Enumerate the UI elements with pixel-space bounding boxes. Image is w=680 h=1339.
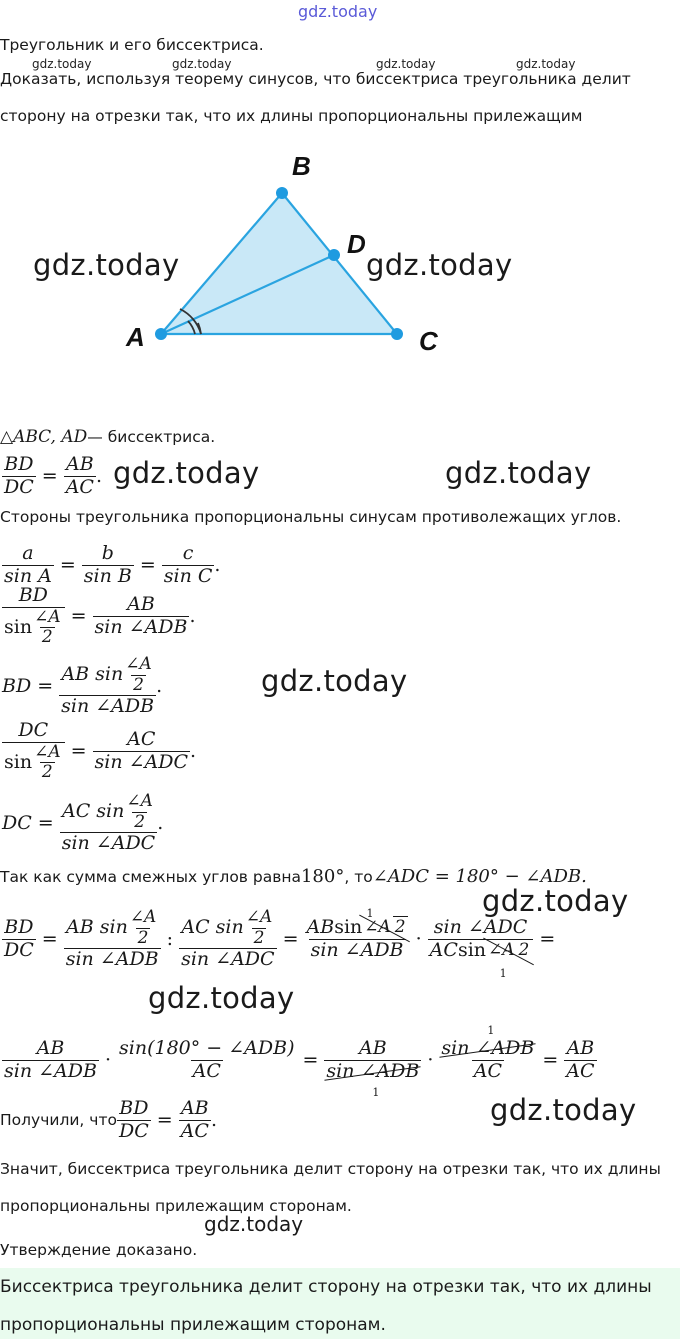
eq3-num-left: DC <box>18 719 49 741</box>
big-two-2: 2 <box>253 927 265 948</box>
big-ac-sin: AC sin <box>181 916 244 939</box>
got-lhs-num: BD <box>119 1097 149 1119</box>
big-equation-1: $\frac{BD}{DC}$ = AB sin $\frac{\angle A}{2}$ sin ∠ADB : AC sin $\frac{\angle A}{2}$ sin ∠ADC = AB sin ∠A 2 sin ∠ADB 1 · sin ∠ADC AC sin ∠A 2 1 = <box>4 907 556 980</box>
equation-4: DC = AC sin $\frac{\angle A}{2}$ sin ∠ADC . <box>2 791 164 855</box>
got-rhs-num: AB <box>180 1097 209 1119</box>
eq4-angle: ∠A <box>126 791 153 811</box>
eq1-num-right: AB <box>127 593 155 616</box>
big-two-3: 2 <box>394 917 406 938</box>
big-sin-adc-2: sin ∠ADC <box>433 916 528 939</box>
eq4-num: AC sin <box>62 800 125 823</box>
point-b <box>276 187 288 199</box>
watermark-big: gdz.today <box>445 456 592 490</box>
watermark-big: gdz.today <box>261 664 408 698</box>
eq3-den-right: sin ∠ADC <box>94 750 189 773</box>
cancel-one-4: 1 <box>487 1024 495 1037</box>
given-line <box>0 427 215 447</box>
label-a: A <box>126 322 145 352</box>
watermark-big: gdz.today <box>148 981 295 1015</box>
watermark-small: gdz.today <box>32 57 92 71</box>
big-two-4: 2 <box>518 940 530 961</box>
law-c: c <box>182 542 194 564</box>
label-d: D <box>347 229 366 259</box>
big2-sin180: sin(180° − ∠ADB) <box>119 1037 295 1059</box>
big-angle-2: ∠A <box>245 907 273 927</box>
law-sin-a: sin A <box>4 564 52 587</box>
eq1-sin: sin <box>4 615 33 638</box>
watermark-small: gdz.today <box>516 57 576 71</box>
big2-ab-2: AB <box>359 1037 387 1059</box>
watermark-big: gdz.today <box>482 884 629 918</box>
watermark-big: gdz.today <box>33 248 180 282</box>
heading: Треугольник и его биссектриса. <box>0 36 264 54</box>
got-line: Получили, что $\frac{BD}{DC}$ = $\frac{AB}{AC}$ . <box>0 1097 217 1142</box>
watermark-small: gdz.today <box>376 57 436 71</box>
eq1-angle: ∠A <box>34 606 61 627</box>
point-d <box>328 249 340 261</box>
given-dash-text: — биссектриса. <box>87 428 216 446</box>
sum-text-1: Так как сумма смежных углов равна <box>0 868 301 886</box>
claim-equation: $\frac{BD}{DC}$ = $\frac{AB}{AC}$ . <box>4 453 103 498</box>
big-ab: AB <box>306 916 335 939</box>
eq2-den: sin ∠ADB <box>61 695 155 718</box>
equation-3: DC sin $\frac{\angle A}{2}$ = $\frac{AC}{\text{sin ∠ADC}}$ . <box>4 719 197 783</box>
big2-sin-adb: sin ∠ADB <box>4 1059 97 1082</box>
eq2-num: AB sin <box>61 663 124 686</box>
cancel-one-1: 1 <box>366 907 374 921</box>
answer-box <box>0 1268 680 1339</box>
answer-line-1: Биссектриса треугольника делит сторону на отрезки так, что их длины <box>0 1277 652 1297</box>
eq4-lhs: DC <box>2 812 32 835</box>
eq3-two: 2 <box>41 762 53 783</box>
cancel-one-3: 1 <box>372 1085 380 1099</box>
triangle-abc <box>161 193 397 334</box>
big-equation-2: $\frac{AB}{\text{sin ∠ADB}}$ · $\frac{\text{sin(180° − ∠ADB)}}{AC}$ = AB sin ∠ADB 1 · sin ∠ADB AC 1 = $\frac{AB}{AC}$ <box>4 1024 595 1099</box>
proved-text: Утверждение доказано. <box>0 1241 198 1259</box>
sum-math-2: ∠ADC = 180° − ∠ADB. <box>372 866 587 887</box>
big-sin-adc-1: sin ∠ADC <box>181 948 275 971</box>
task-text-line-2: сторону на отрезки так, что их длины пропорциональны прилежащим <box>0 107 583 125</box>
big-ab-sin: AB sin <box>66 916 128 939</box>
big-sin-word-2: sin <box>457 938 487 961</box>
big2-ac: AC <box>192 1059 221 1082</box>
big-sin-word: sin <box>334 916 363 939</box>
big-angle-4: ∠A <box>488 940 515 961</box>
eq1-den-right: sin ∠ADB <box>94 615 188 638</box>
sum-text-2: , то <box>344 868 373 886</box>
eq4-den: sin ∠ADC <box>61 832 156 855</box>
conclusion-line-1: Значит, биссектриса треугольника делит сторону на отрезки так, что их длины <box>0 1160 661 1178</box>
law-b: b <box>101 542 114 564</box>
eq3-num-right: AC <box>127 728 156 751</box>
point-c <box>391 328 403 340</box>
claim-lhs-num: BD <box>4 453 34 475</box>
cancel-one-2: 1 <box>499 966 507 980</box>
eq1-num-left: BD <box>18 584 48 606</box>
big2-ab-3: AB <box>566 1037 595 1059</box>
equation-2: BD = AB sin $\frac{\angle A}{2}$ sin ∠ADB . <box>2 654 163 718</box>
eq1-two: 2 <box>41 627 53 648</box>
big2-sin-adb-struck: sin ∠ADB <box>326 1059 420 1082</box>
eq2-lhs: BD <box>2 675 32 698</box>
watermark-big: gdz.today <box>366 248 513 282</box>
got-text: Получили, что <box>0 1111 117 1130</box>
got-rhs-den: AC <box>180 1119 209 1142</box>
big2-ac-2: AC <box>473 1059 503 1082</box>
big-lhs-num: BD <box>4 916 34 939</box>
eq3-sin: sin <box>4 750 33 773</box>
watermark-big: gdz.today <box>490 1093 637 1127</box>
big2-ab: AB <box>36 1037 65 1059</box>
law-a: a <box>22 542 34 564</box>
big-angle-3: ∠A <box>364 917 391 938</box>
big-sin-adb-2: sin ∠ADB <box>310 938 404 961</box>
answer-line-2: пропорциональны прилежащим сторонам. <box>0 1315 386 1335</box>
eq2-angle: ∠A <box>125 654 152 674</box>
big2-sin-adb-struck-2: sin ∠ADB <box>441 1037 535 1059</box>
watermark-top: gdz.today <box>298 2 378 21</box>
label-b: B <box>292 151 311 181</box>
eq3-angle: ∠A <box>34 741 61 762</box>
big-angle-1: ∠A <box>129 907 157 927</box>
law-sin-b: sin B <box>83 564 132 587</box>
big-two-1: 2 <box>137 927 149 948</box>
label-c: C <box>419 326 438 356</box>
claim-rhs-den: AC <box>65 475 94 498</box>
big-sin-adb-1: sin ∠ADB <box>65 948 159 971</box>
conclusion-line-2: пропорциональны прилежащим сторонам. <box>0 1197 352 1215</box>
equation-1: BD sin $\frac{\angle A}{2}$ = $\frac{AB}{\text{sin ∠ADB}}$ . <box>4 584 196 648</box>
eq2-two: 2 <box>133 674 144 695</box>
sum-math-1: 180° <box>300 866 345 887</box>
claim-rhs-num: AB <box>65 453 94 475</box>
given-triangle: △ABC, AD <box>0 427 88 447</box>
task-text-line-1: Доказать, используя теорему синусов, что биссектриса треугольника делит <box>0 70 631 88</box>
got-lhs-den: DC <box>118 1119 149 1142</box>
law-text: Стороны треугольника пропорциональны синусам противолежащих углов. <box>0 508 622 526</box>
big-lhs-den: DC <box>4 938 34 961</box>
eq4-two: 2 <box>134 811 146 832</box>
big2-ac-3: AC <box>566 1059 595 1082</box>
law-sin-c: sin C <box>163 564 213 587</box>
big-ac: AC <box>429 938 458 961</box>
law-of-sines: $\frac{a}{\text{sin A}}$ = $\frac{b}{\text{sin B}}$ = $\frac{c}{\text{sin C}}$ . <box>4 542 221 587</box>
watermark-medium: gdz.today <box>204 1212 304 1236</box>
point-a <box>155 328 167 340</box>
claim-lhs-den: DC <box>4 475 34 498</box>
watermark-small: gdz.today <box>172 57 232 71</box>
watermark-big: gdz.today <box>113 456 260 490</box>
